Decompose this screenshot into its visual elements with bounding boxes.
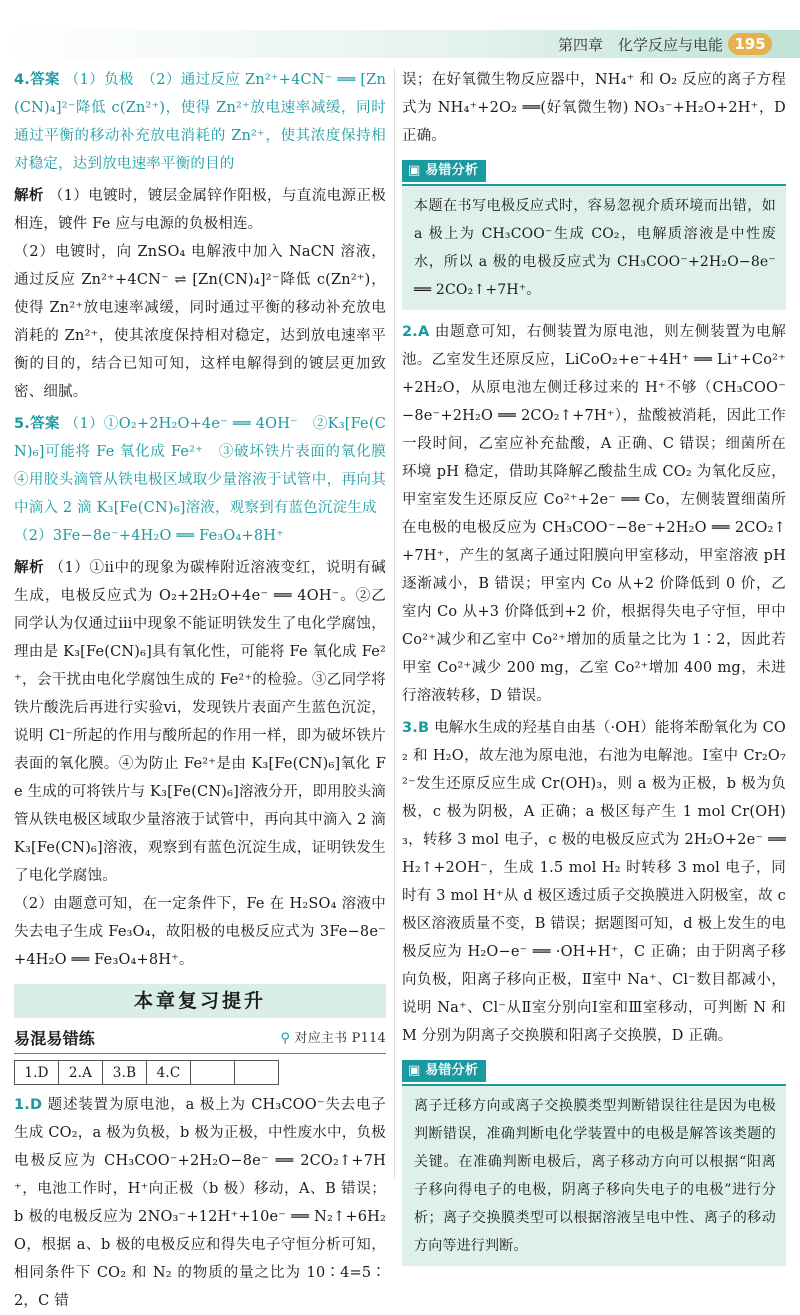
left-column: [14, 66, 401, 1315]
r3-text: 电解水生成的羟基自由基（·OH）能将苯酚氧化为 CO₂ 和 H₂O，故左池为原电池，右池为电解池。Ⅰ室中 Cr₂O₇²⁻发生还原反应生成 Cr(OH)₃，则 a 极为正极，b 极为负极，c 极为阴极，A 正确；a 极区每产生 1 mol Cr(OH)₃，转移 3 mol 电子，c 极的电极反应式为 2H₂O+2e⁻ ══ H₂↑+2OH⁻，生成 1.5 mol H₂ 时转移 3 mol 电子，同时有 3 mol H⁺从 d 极区透过质子交换膜进入阴极室，故 c 极区溶液质量不变，B 错误；据题图可知，d 极上发生的电极反应为 H₂O−e⁻ ══ ·OH+H⁺，C 正确；由于阴离子移向负极，阳离子移向正极，Ⅱ室中 Na⁺、Cl⁻数目都减小，说明 Na⁺、Cl⁻从Ⅱ室分别向Ⅰ室和Ⅲ室移动，可判断 N 和 M 分别为阴离子交换膜和阳离子交换膜，D 正确。: [402, 720, 786, 1044]
answer-cell: 1.D: [15, 1061, 59, 1085]
answer-cell: 4.C: [147, 1061, 191, 1085]
r1-continued: 误；在好氧微生物反应器中，NH₄⁺ 和 O₂ 反应的离子方程式为 NH₄⁺+2O₂ ══(好氧微生物) NO₃⁻+H₂O+2H⁺，D 正确。: [402, 72, 786, 144]
q4-jiexi-1-block: [14, 182, 386, 238]
q5-jiexi-2: （2）由题意可知，在一定条件下，Fe 在 H₂SO₄ 溶液中失去电子生成 Fe₃O₄，故阳极的电极反应式为 3Fe−8e⁻+4H₂O ══ Fe₃O₄+8H⁺。: [14, 896, 386, 968]
subsection-header: [14, 1024, 386, 1054]
q4-answer: （1）负极 （2）通过反应 Zn²⁺+4CN⁻ ══ [Zn(CN)₄]²⁻降低 c(Zn²⁺)，使得 Zn²⁺放电速率减缓，同时通过平衡的移动补充放电消耗的 Zn²⁺，使其浓度保持相对稳定，达到放电速率平衡的目的: [14, 72, 387, 172]
q4-jiexi-1: （1）电镀时，镀层金属锌作阳极，与直流电源正极相连，镀件 Fe 应与电源的负极相连。: [14, 188, 386, 232]
q4-jiexi-label: 解析: [14, 188, 44, 204]
error-analysis-tag: [402, 160, 486, 182]
q4-answer-block: [14, 66, 386, 178]
error-analysis-box-1: [402, 156, 786, 310]
answer-cell-empty: [191, 1061, 235, 1085]
answer-cell-empty: [235, 1061, 279, 1085]
notebook-icon: ▣: [408, 163, 421, 178]
q5-answer-block: [14, 410, 401, 522]
r2-label: 2.A: [402, 324, 430, 340]
column-divider: [394, 68, 395, 1178]
r2-block: [402, 318, 786, 710]
magnifier-icon: ⚲: [280, 1030, 291, 1046]
q5-jiexi-1-block: [14, 554, 386, 890]
chapter-review-banner: 本章复习提升: [14, 984, 386, 1018]
tip-tag-label: 易错分析: [425, 163, 479, 178]
r1-label: 1.D: [14, 1097, 43, 1113]
chapter-title: 第四章 化学反应与电能: [558, 36, 724, 54]
r3-label: 3.B: [402, 720, 430, 736]
q5-answer-2: （2）3Fe−8e⁻+4H₂O ══ Fe₃O₄+8H⁺: [14, 528, 284, 544]
right-column: [402, 66, 786, 1274]
r1-block: [14, 1091, 386, 1315]
q4-jiexi-2: （2）电镀时，向 ZnSO₄ 电解液中加入 NaCN 溶液，通过反应 Zn²⁺+4CN⁻ ⇌ [Zn(CN)₄]²⁻降低 c(Zn²⁺)，使得 Zn²⁺放电速率减缓，同时通过平衡的移动补充放电消耗的 Zn²⁺，使其浓度保持相对稳定，达到放电速率平衡的目的，结合已知可知，这样电解得到的镀层更加致密、细腻。: [14, 244, 386, 400]
q5-label: 5.答案: [14, 416, 60, 432]
r3-block: [402, 714, 786, 1050]
q5-jiexi-1: （1）①ⅱ中的现象为碳棒附近溶液变红，说明有碱生成，电极反应式为 O₂+2H₂O+4e⁻ ══ 4OH⁻。②乙同学认为仅通过ⅲ中现象不能证明铁发生了电化学腐蚀，理由是 K₃[Fe(CN)₆]具有氧化性，可能将 Fe 氧化成 Fe²⁺，会干扰由电化学腐蚀生成的 Fe²⁺的检验。③乙同学将铁片酸洗后再进行实验ⅵ，发现铁片表面产生蓝色沉淀，说明 Cl⁻所起的作用与酸所起的作用一样，即为破坏铁片表面的氧化膜。④为防止 Fe²⁺是由 K₃[Fe(CN)₆]氧化 Fe 生成的可将铁片与 K₃[Fe(CN)₆]溶液分开，即用胶头滴管从铁电极区域取少量溶液于试管中，再向其中滴入 2 滴 K₃[Fe(CN)₆]溶液，观察到有蓝色沉淀生成，证明铁发生了电化学腐蚀。: [14, 560, 386, 884]
page-number: 195: [728, 33, 772, 55]
main-book-reference: [280, 1025, 386, 1053]
answer-cell: 2.A: [59, 1061, 103, 1085]
subsection-title: 易混易错练: [14, 1028, 96, 1048]
answer-cell: 3.B: [103, 1061, 147, 1085]
q5-jiexi-label: 解析: [14, 560, 45, 576]
reference-text: 对应主书 P114: [294, 1030, 386, 1046]
error-analysis-box-2: [402, 1056, 786, 1266]
error-analysis-tag: [402, 1060, 486, 1082]
answer-table: [14, 1060, 279, 1085]
q5-answer-1: （1）①O₂+2H₂O+4e⁻ ══ 4OH⁻ ②K₃[Fe(CN)₆]可能将 Fe 氧化成 Fe²⁺ ③破坏铁片表面的氧化膜 ④用胶头滴管从铁电极区域取少量溶液于试管中，再向其中滴入 2 滴 K₃[Fe(CN)₆]溶液，观察到有蓝色沉淀生成: [14, 416, 401, 516]
tip-tag-label: 易错分析: [425, 1063, 479, 1078]
r2-text: 由题意可知，右侧装置为原电池，则左侧装置为电解池。乙室发生还原反应，LiCoO₂+e⁻+4H⁺ ══ Li⁺+Co²⁺+2H₂O，从原电池左侧迁移过来的 H⁺不够（CH₃COO⁻−8e⁻+2H₂O ══ 2CO₂↑+7H⁺），盐酸被消耗，因此工作一段时间，乙室应补充盐酸，A 正确、C 错误；细菌所在环境 pH 稳定，借助其降解乙酸盐生成 CO₂ 为氧化反应，甲室室发生还原反应 Co²⁺+2e⁻ ══ Co，左侧装置细菌所在电极的电极反应为 CH₃COO⁻−8e⁻+2H₂O ══ 2CO₂↑+7H⁺，产生的氢离子通过阳膜向甲室移动，甲室溶液 pH 逐渐减小，B 错误；甲室内 Co 从+2 价降低到 0 价，乙室内 Co 从+3 价降低到+2 价，根据得失电子守恒，甲中 Co²⁺减少和乙室中 Co²⁺增加的质量之比为 1∶2，因此若甲室 Co²⁺减少 200 mg，乙室 Co²⁺增加 400 mg，未进行溶液转移，D 错误。: [402, 324, 786, 704]
error-analysis-text: 本题在书写电极反应式时，容易忽视介质环境而出错，如 a 极上为 CH₃COO⁻生成 CO₂，电解质溶液是中性废水，所以 a 极的电极反应式为 CH₃COO⁻+2H₂O−8e⁻ ══ 2CO₂↑+7H⁺。: [402, 184, 786, 310]
error-analysis-text: 离子迁移方向或离子交换膜类型判断错误往往是因为电极判断错误，准确判断电化学装置中的电极是解答该类题的关键。在准确判断电极后，离子移动方向可以根据“阳离子移向得电子的电极，阴离子移向失电子的电极”进行分析；离子交换膜类型可以根据溶液呈电中性、离子的移动方向等进行判断。: [402, 1084, 786, 1266]
q4-label: 4.答案: [14, 72, 60, 88]
r1-text: 题述装置为原电池，a 极上为 CH₃COO⁻失去电子生成 CO₂，a 极为负极，b 极为正极，中性废水中，负极电极反应为 CH₃COO⁻+2H₂O−8e⁻ ══ 2CO₂↑+7H⁺，电池工作时，H⁺向正极（b 极）移动，A、B 错误；b 极的电极反应为 2NO₃⁻+12H⁺+10e⁻ ══ N₂↑+6H₂O，根据 a、b 极的电极反应和得失电子守恒分析可知，相同条件下 CO₂ 和 N₂ 的物质的量之比为 10∶4=5∶2，C 错: [14, 1097, 386, 1309]
notebook-icon: ▣: [408, 1063, 421, 1078]
page-header: [0, 0, 800, 62]
